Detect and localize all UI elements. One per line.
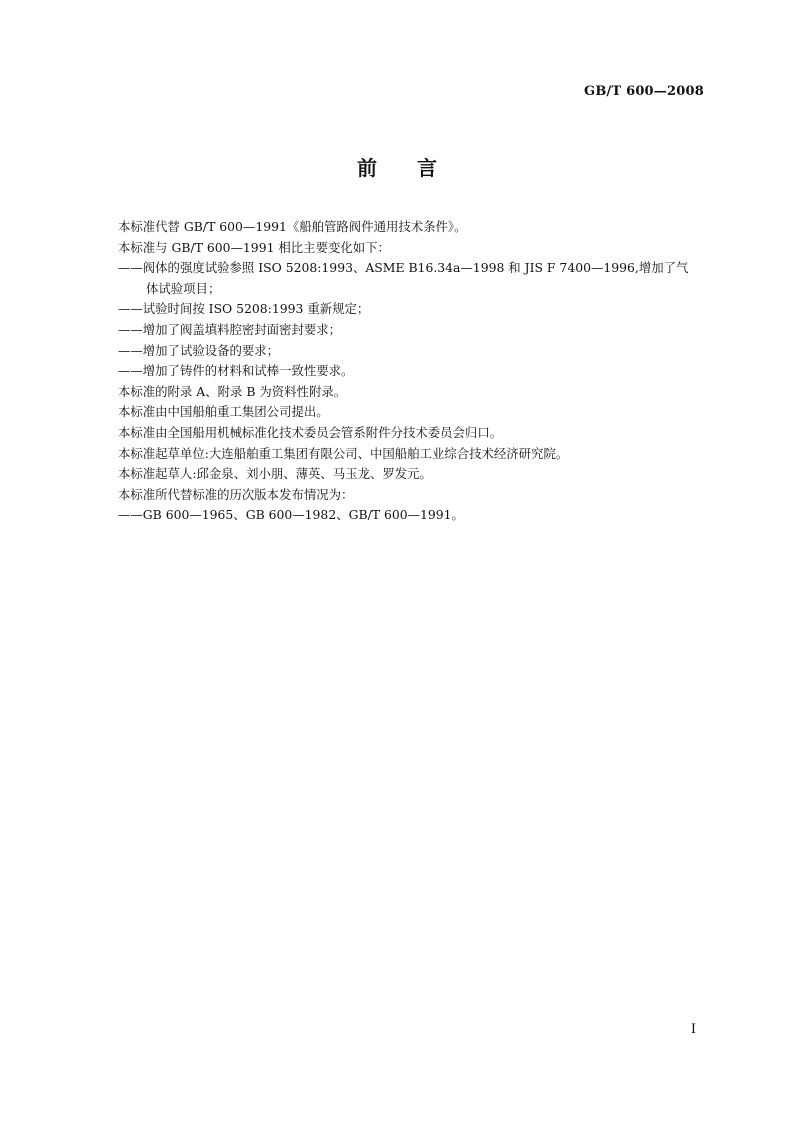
list-item-history: ——GB 600—1965、GB 600—1982、GB/T 600—1991。 (118, 507, 464, 523)
standard-code: GB/T 600—2008 (584, 84, 704, 99)
paragraph-proposed-by: 本标准由中国船舶重工集团公司提出。 (118, 404, 329, 420)
list-item-casting-material: ——增加了铸件的材料和试棒一致性要求。 (118, 363, 354, 379)
list-item-test-equipment: ——增加了试验设备的要求； (118, 342, 280, 358)
paragraph-annexes: 本标准的附录 A、附录 B 为资料性附录。 (118, 383, 347, 399)
list-item-test-time: ——试验时间按 ISO 5208:1993 重新规定； (118, 301, 370, 317)
page-number: I (690, 1022, 696, 1037)
foreword-body (118, 217, 708, 526)
paragraph-supersedes: 本标准代替 GB/T 600—1991《船舶管路阀件通用技术条件》。 (118, 219, 467, 234)
paragraph-history-intro: 本标准所代替标准的历次版本发布情况为： (118, 486, 354, 502)
paragraph-drafters: 本标准起草人:邱金泉、刘小朋、薄英、马玉龙、罗发元。 (118, 466, 432, 482)
page-title: 前言 (357, 156, 477, 180)
paragraph-responsible-committee: 本标准由全国船用机械标准化技术委员会管系附件分技术委员会归口。 (118, 424, 503, 440)
list-item-strength-test: ——阀体的强度试验参照 ISO 5208:1993、ASME B16.34a—1998 和 JIS F 7400—1996,增加了气 (118, 260, 689, 276)
list-item-bonnet-seal: ——增加了阀盖填料腔密封面密封要求； (118, 321, 342, 337)
paragraph-drafting-units: 本标准起草单位:大连船舶重工集团有限公司、中国船舶工业综合技术经济研究院。 (118, 445, 569, 461)
paragraph-changes-intro: 本标准与 GB/T 600—1991 相比主要变化如下： (118, 239, 390, 255)
list-item-strength-test-continued: 体试验项目； (146, 280, 221, 296)
